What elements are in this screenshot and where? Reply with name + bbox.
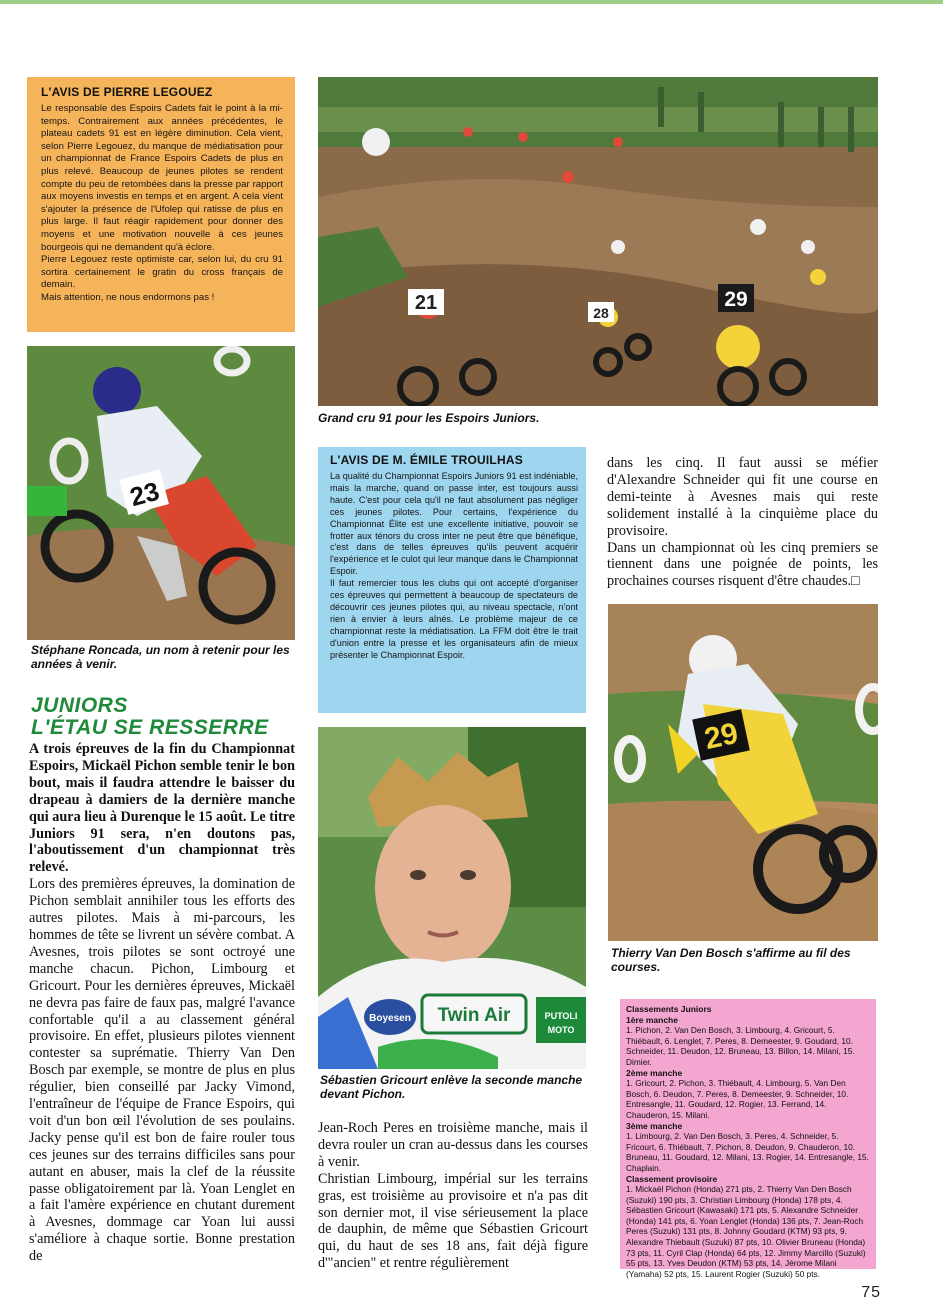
article-body-right: dans les cinq. Il faut aussi se méfier d'Alexandre Schneider qui fit une course en demi-teinte à Avesnes mais qui reste solidement installé à la cinquième place du provisoire. [607,455,878,539]
article-middle-column [318,1120,588,1272]
shirt-putoline: PUTOLI [544,1011,578,1021]
manche-3-results: 1. Limbourg, 2. Van Den Bosch, 3. Peres, 4. Schneider, 5. Fricourt, 6. Thiébault, 7. Pichon, 8. Deudon, 9. Chauderon, 10. Bruneau, 11. Goudard, 12. Milani, 13. Rogier, 14. Entresangle, 15. Chaplain. [626,1131,869,1173]
article-body-mid: Jean-Roch Peres en troisième manche, mais il devra rouler un cran au-dessus dans les courses à venir. [318,1120,588,1170]
article-right-column [607,455,878,590]
shirt-moto: MOTO [547,1025,575,1035]
gricourt-photo [318,727,586,1069]
page-number: 75 [861,1284,881,1301]
bib-23: 23 [126,475,163,513]
roncada-photo [27,346,295,640]
classements-box [620,999,876,1279]
bib-28: 28 [593,305,609,321]
bib-29-vandenbosch: 29 [701,716,742,757]
manche-2-results: 1. Gricourt, 2. Pichon, 3. Thiébault, 4. Limbourg, 5. Van Den Bosch, 6. Deudon, 7. Peres, 8. Demeester, 9. Schneider, 10. Entresangle, 11. Goudard, 12. Rogier, 13. Ferrand, 14. Chauderon, 15. Milani. [626,1078,849,1120]
gricourt-caption: Sébastien Gricourt enlève la seconde manche devant Pichon. [320,1073,583,1101]
race-start-caption: Grand cru 91 pour les Espoirs Juniors. [318,411,540,425]
roncada-caption: Stéphane Roncada, un nom à retenir pour les années à venir. [31,643,290,671]
bib-21: 21 [414,292,438,314]
bib-29: 29 [724,288,748,311]
shirt-boyesen: Boyesen [369,1013,411,1024]
manche-1-title: 1ère manche [626,1014,678,1025]
legouez-text: Le responsable des Espoirs Cadets fait le point à la mi-temps. Contrairement aux années précédentes, le plateau cadets 91 est en légère diminution. Cela vient, selon Pierre Legouez, du manque de médiatisation pour un championnat de France Espoirs Cadets de plus en plus relevé. Beaucoup de jeunes pilotes se rendent compte du peu de retombées dans la presse par rapport aux moyens investis en temps et en argent. A cela vient s'ajouter la présence de l'Ufolep qui ratisse de plus en plus large. Il faut réagir rapidement pour donner des moyens et une motivation nouvelle à ces jeunes bourgeois qui ne demandent qu'à éclore. [41,103,283,253]
classements-title: Classements Juniors [626,1004,712,1014]
article-body-mid-2: Christian Limbourg, impérial sur les terrains gras, est troisième au provisoire et n'a pas dit son dernier mot, il vise sérieusement la place de dauphin, de même que Sébastien Gricourt qui, du haut de ses 18 ans, fait déjà figure d'"ancien" et rentre régulièrement [318,1170,588,1272]
article-headline [31,695,301,739]
vandenbosch-photo [608,604,878,941]
article-lead: A trois épreuves de la fin du Championnat Espoirs, Mickaël Pichon semble tenir le bon bout, mais il faudra attendre le baisser du drapeau à damiers de la dernière manche qui aura lieu à Durenque le 15 août. Le titre Juniors 91 sera, n'en doutons pas, l'aboutissement d'un championnat très relevé. [29,741,295,876]
headline-line-1: JUNIORS [31,694,128,717]
provisoire-title: Classement provisoire [626,1173,718,1184]
manche-2-title: 2ème manche [626,1067,683,1078]
vandenbosch-caption: Thierry Van Den Bosch s'affirme au fil des courses. [611,946,851,974]
manche-1-results: 1. Pichon, 2. Van Den Bosch, 3. Limbourg, 4. Gricourt, 5. Thiébault, 6. Lenglet, 7. Peres, 8. Demeester, 9. Goudard, 10. Schneider, 11. Deudon, 12. Bruneau, 13. Billon, 14. Milani, 15. Dimier. [626,1025,855,1067]
trouilhas-text-2: Il faut remercier tous les clubs qui ont accepté d'organiser ces épreuves qui permettent à beaucoup de spectateurs de découvrir ces jeunes pilotes qui, au niveau spectacle, n'ont rien à envier à leurs aînés. Le problème majeur de ce championnat reste la médiatisation. La FFM doit être le trait d'union entre la presse et les organisateurs afin de mieux présenter le Championnat Espoir. [330,578,578,660]
legouez-text-2: Pierre Legouez reste optimiste car, selon lui, du cru 91 sortira certainement le gratin du cross français de demain. [41,254,283,291]
headline-line-2: L'ÉTAU SE RESSERRE [31,716,269,739]
race-start-photo [318,77,878,406]
legouez-title: L'AVIS DE PIERRE LEGOUEZ [41,85,213,99]
trouilhas-title: L'AVIS DE M. ÉMILE TROUILHAS [330,453,523,467]
trouilhas-sidebar [318,447,586,713]
manche-3-title: 3ème manche [626,1120,683,1131]
top-green-rule [0,0,943,4]
article-body-left: Lors des premières épreuves, la domination de Pichon semblait annihiler tous les efforts des autres pilotes. Mais à mi-parcours, les hommes de tête se livrent un sévère combat. A Avesnes, trois pilotes se sont octroyé une manche chacun. Pichon, Limbourg et Gricourt. Pour les dernières épreuves, Mickaël ne devra pas faire de faux pas, malgré l'avance confortable qu'il a au classement général provisoire. En effet, plusieurs pilotes viennent contester sa suprématie. Thierry Van Den Bosch par exemple, se montre de plus en plus régulier, bien conseillé par Jacky Vimond, l'entraîneur de l'équipe de France Espoirs, qui voit d'un bon œil l'évolution de ses poulains. Jacky pense qu'il est bon de faire rouler tous ces jeunes sur des terrains difficiles sans pour autant en abuser, mais la clef de la réussite passe obligatoirement par là. Yoan Lenglet en a fait l'amère expérience en chutant durement à Avesnes, dommage car Yoan lui aussi s'améliore à chaque sortie. Bonne prestation de [29,876,295,1265]
end-mark-icon: □ [851,573,860,590]
provisoire-results: 1. Mickaël Pichon (Honda) 271 pts, 2. Thierry Van Den Bosch (Suzuki) 190 pts, 3. Christian Limbourg (Honda) 178 pts, 4. Sébastien Gricourt (Kawasaki) 171 pts, 5. Alexandre Schneider (Honda) 141 pts, 6. Yoan Lenglet (Honda) 136 pts, 7. Jean-Roch Peres (Suzuki) 131 pts, 8. Johnny Goudard (KTM) 93 pts, 9. Alexandre Thiebault (Suzuki) 87 pts, 10. Olivier Bruneau (Honda) 73 pts, 11. Cyril Clap (Honda) 64 pts, 12. Jimmy Marcillo (Suzuki) 55 pts, 13. Yves Deudon (KTM) 53 pts, 14. Jérome Milani (Yamaha) 52 pts, 15. Laurent Rogier (Suzuki) 50 pts. [626,1184,866,1279]
shirt-twin-air: Twin Air [437,1005,511,1026]
article-body-right-2: Dans un championnat où les cinq premiers se tiennent dans une poignée de points, les prochaines courses risquent d'être chaudes. [607,539,878,590]
article-left-column [29,741,295,1265]
legouez-text-3: Mais attention, ne nous endormons pas ! [41,291,215,303]
legouez-sidebar [27,77,295,332]
trouilhas-text: La qualité du Championnat Espoirs Juniors 91 est indéniable, mais la marche, quand on passe inter, est toujours aussi haute. C'est pour cela qu'il ne faut absolument pas négliger ces jeunes pilotes. Pour certains, l'expérience du Championnat Élite est une excellente initiative, pouvoir se frotter aux ténors du cross inter ne peut être que bénéfique, c'est dans de telles épreuves qu'ils peuvent acquérir l'expérience et le culot qui leur manque dans le Championnat Espoir. [330,471,578,577]
